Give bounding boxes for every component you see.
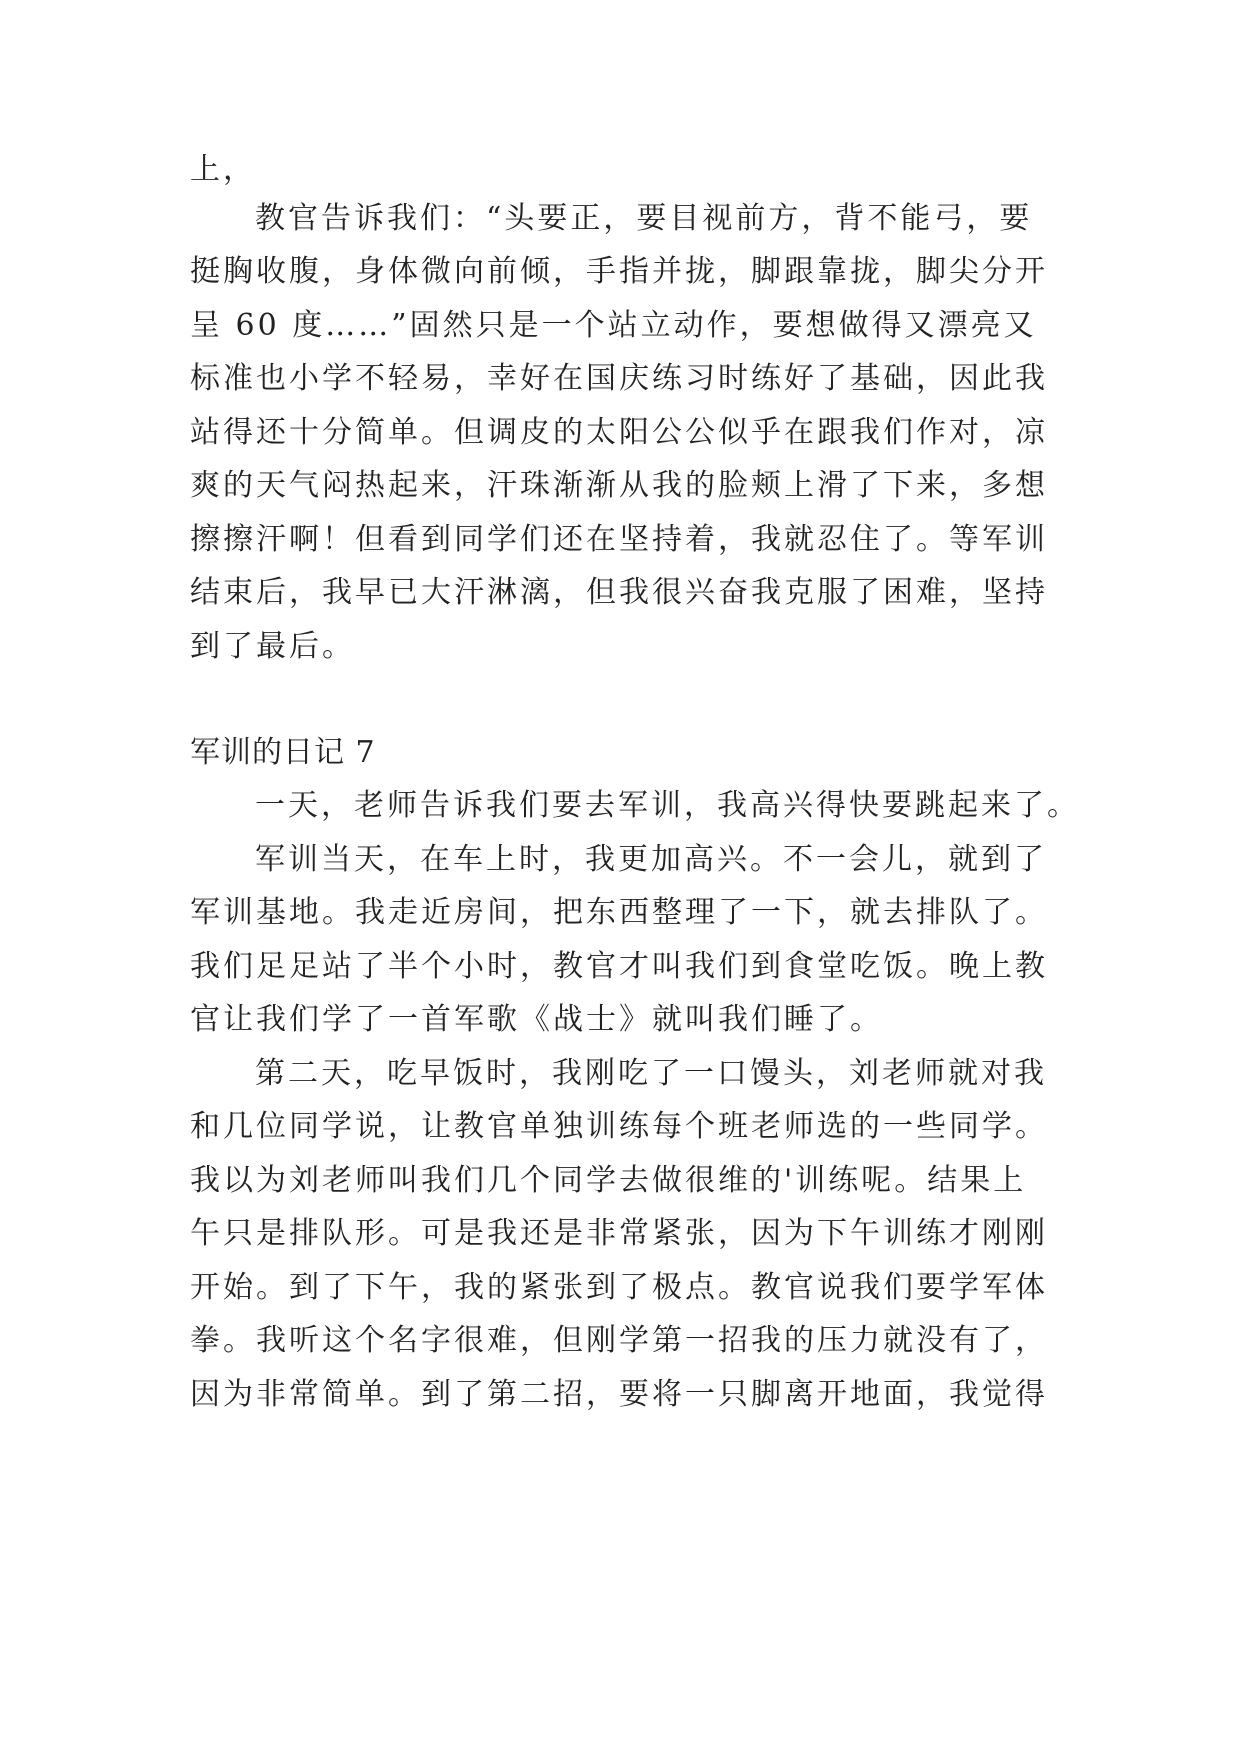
text-line-13: 军训当天，在车上时，我更加高兴。不一会儿，就到了 <box>255 842 1047 877</box>
text-line-2: 教官告诉我们：“头要正，要目视前方，背不能弓，要 <box>255 201 1033 236</box>
text-line-16: 官让我们学了一首军歌《战士》就叫我们睡了。 <box>190 1002 883 1037</box>
text-line-12: 一天，老师告诉我们要去军训，我高兴得快要跳起来了。 <box>255 788 1080 823</box>
section-heading: 军训的日记 7 <box>190 735 376 770</box>
text-line-5: 标准也小学不轻易，幸好在国庆练习时练好了基础，因此我 <box>190 361 1048 396</box>
text-line-21: 开始。到了下午，我的紧张到了极点。教官说我们要学军体 <box>190 1270 1048 1305</box>
text-line-17: 第二天，吃早饭时，我刚吃了一口馒头，刘老师就对我 <box>255 1056 1047 1091</box>
text-line-14: 军训基地。我走近房间，把东西整理了一下，就去排队了。 <box>190 895 1048 930</box>
text-line-22: 拳。我听这个名字很难，但刚学第一招我的压力就没有了， <box>190 1323 1048 1358</box>
text-line-7: 爽的天气闷热起来，汗珠渐渐从我的脸颊上滑了下来，多想 <box>190 468 1048 503</box>
text-line-4: 呈 60 度……”固然只是一个站立动作，要想做得又漂亮又 <box>190 308 1037 343</box>
text-line-6: 站得还十分简单。但调皮的太阳公公似乎在跟我们作对，凉 <box>190 415 1048 450</box>
text-line-9: 结束后，我早已大汗淋漓，但我很兴奋我克服了困难，坚持 <box>190 575 1048 610</box>
text-line-20: 午只是排队形。可是我还是非常紧张，因为下午训练才刚刚 <box>190 1216 1048 1251</box>
text-line-3: 挺胸收腹，身体微向前倾，手指并拢，脚跟靠拢，脚尖分开 <box>190 254 1048 289</box>
text-line-18: 和几位同学说，让教官单独训练每个班老师选的一些同学。 <box>190 1109 1048 1144</box>
text-line-19: 我以为刘老师叫我们几个同学去做很维的'训练呢。结果上 <box>190 1163 1027 1198</box>
text-line-23: 因为非常简单。到了第二招，要将一只脚离开地面，我觉得 <box>190 1377 1048 1412</box>
text-line-15: 我们足足站了半个小时，教官才叫我们到食堂吃饭。晚上教 <box>190 949 1048 984</box>
text-line-10: 到了最后。 <box>190 629 355 664</box>
text-line-1: 上， <box>190 152 256 187</box>
text-line-8: 擦擦汗啊！但看到同学们还在坚持着，我就忍住了。等军训 <box>190 522 1048 557</box>
